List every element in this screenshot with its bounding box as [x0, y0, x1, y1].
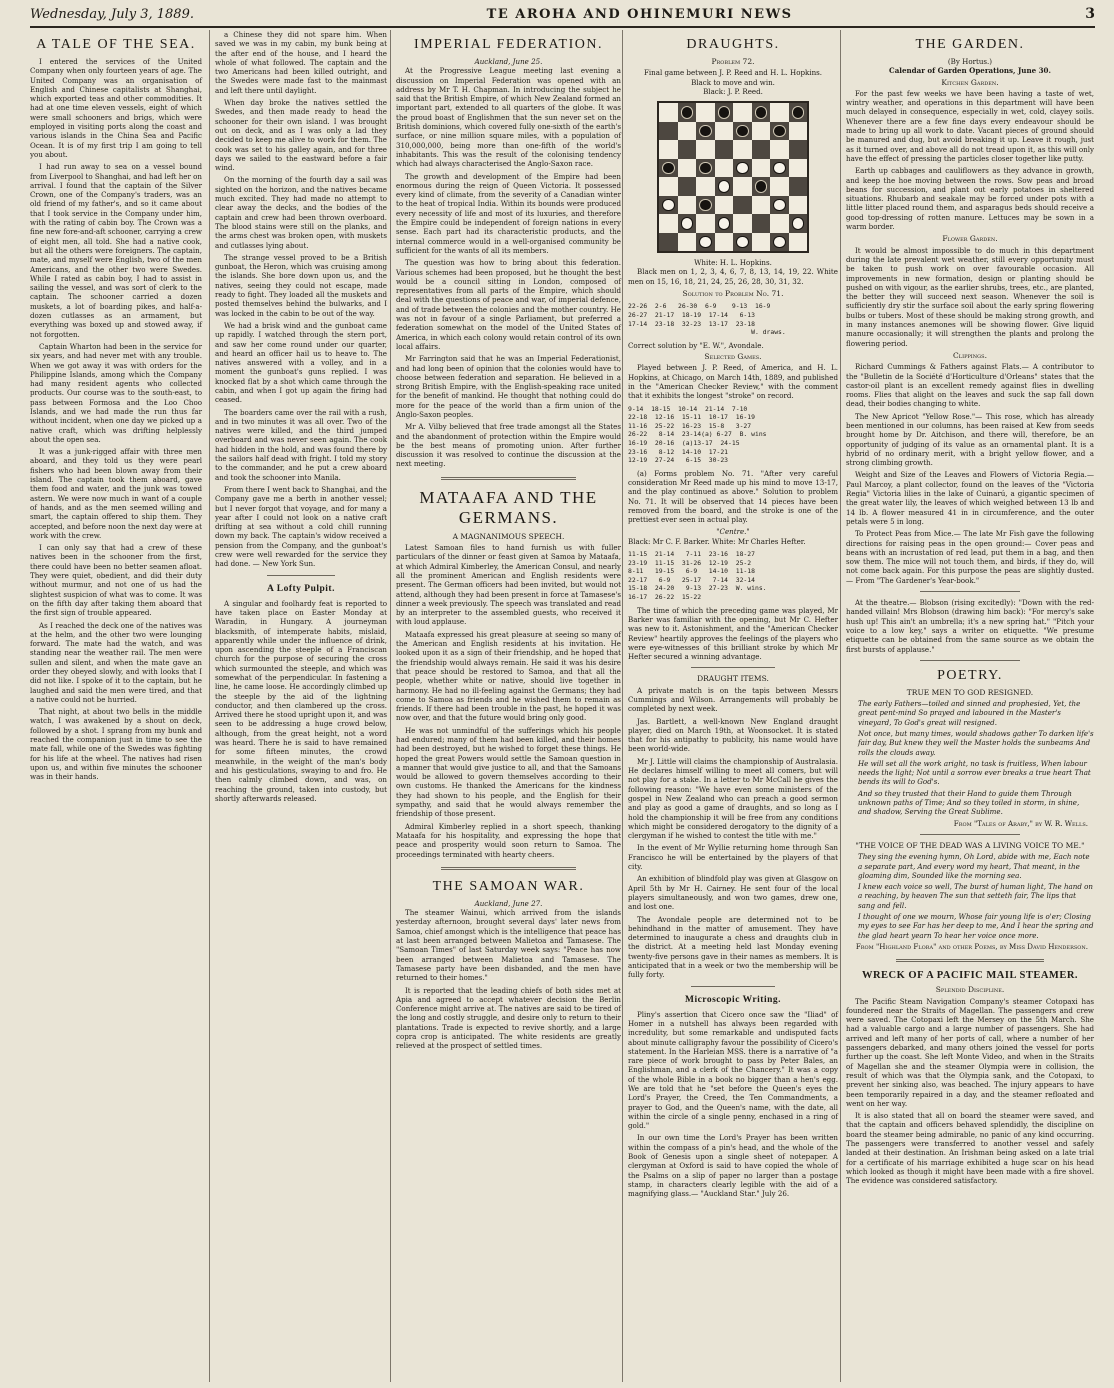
draught-item: Mr J. Little will claims the championship of Australasia. He declares himself willing to meet all comers, but will not play for a stake. In a letter to Mr McCall he gives the following reason: "We have even some ministers of the gospel in New Zealand who can preach a good sermon and play as good a game of draughts, and so long as I hold the championship it will be free from any conditions which might be considered derogatory to the dignity of a clergyman if he wished to contest the title with me." [628, 756, 838, 841]
black-piece [681, 106, 694, 119]
poem-stanza: Not once, but many times, would shadows gather To darken life's fair day, But knew they well the Master holds the sunbeams And rolls the clouds away. [858, 729, 1094, 757]
board-dark-square [770, 122, 789, 141]
mataafa-paragraph: He was not unmindful of the sufferings which his people had endured; many of them had been killed, and their homes had been destroyed, but he wished to forget these things. He hoped the great Powers would settle the Samoan question in a manner that would give justice to all, and that the Samoans would be allowed to govern themselves according to their own customs. He thanked the Americans for the kindness they had shown to his people, and the English for their sympathy, and said that he would always remember the friendship of those present. [396, 725, 621, 819]
board-light-square [752, 122, 771, 141]
board-light-square [789, 159, 808, 178]
selected-games-intro: Played between J. P. Reed, of America, and H. L. Hopkins, at Chicago, on March 14th, 1889, and published in the "American Checker Review," with the comment that it exhibits the longest "stroke" on record. [628, 363, 838, 401]
to-move: Black to move and win. [691, 77, 775, 87]
samoan-war-paragraph: It is reported that the leading chiefs of both sides met at Apia and agreed to accept whatever decision the Berlin Conference might arrive at. The natives are said to be tired of the long and costly struggle, and desire only to return to their plantations. Trade is expected to revive shortly, and a large copra crop is anticipated. The white residents are greatly relieved at the prospect of settled times. [396, 985, 621, 1051]
white-piece [773, 199, 786, 212]
board-light-square [733, 103, 752, 122]
black-piece [718, 106, 731, 119]
board-light-square [770, 214, 789, 233]
newspaper-title: TE AROHA AND OHINEMURI NEWS [486, 6, 793, 22]
board-light-square [733, 177, 752, 196]
board-dark-square [733, 233, 752, 252]
board-light-square [696, 140, 715, 159]
poem-title: "THE VOICE OF THE DEAD WAS A LIVING VOICE TO ME." [855, 840, 1085, 850]
wreck-paragraph: The Pacific Steam Navigation Company's steamer Cotopaxi has foundered near the Straits of Magellan. The passengers and crew were saved. The Cotopaxi left the Mersey on the 5th March. She had a valuable cargo and a large number of passengers. She had arrived and left many of her ports of call, where a number of her passengers debarked, and many others joined the vessel for ports further up the coast. She left Monte Video, and when in the Straits of Magellan she and the steamer Olympia were in collision, the result of which was that the Olympia sank, and the Cotopaxi, to prevent her sinking also, was beached. The injury appears to have been temporarily repaired in a day, and the steamer refloated and went on her way. [846, 996, 1094, 1108]
board-dark-square [678, 140, 697, 159]
mataafa-paragraph: Admiral Kimberley replied in a short speech, thanking Mataafa for his hospitality, and expressing the hope that peace and prosperity would soon return to Samoa. The proceedings terminated with hearty cheers. [396, 821, 621, 859]
poem-title: TRUE MEN TO GOD RESIGNED. [906, 687, 1034, 697]
board-light-square [789, 122, 808, 141]
wreck-heading: WRECK OF A PACIFIC MAIL STEAMER. [861, 970, 1079, 982]
board-dark-square [770, 233, 789, 252]
draught-item: A private match is on the tapis between Messrs Cummings and Wilson. Arrangements will probably be completed by next week. [628, 685, 838, 714]
board-dark-square [715, 177, 734, 196]
black-piece [773, 125, 786, 138]
tale-paragraph: Captain Wharton had been in the service for six years, and had never met with any trouble. When we got away it was with orders for the Philippine Islands, among which the Company had many resident agents who collected products. Our course was to the south-east, to pass between Formosa and the Loo Choo Islands, and we had made the run thus far without incident, when one day we picked up a native craft, which was drifting helplessly about the open sea. [30, 341, 202, 444]
white-piece [699, 236, 712, 249]
game-moves: 9-14 18-15 10-14 21-14 7-10 22-18 12-16 15-11 10-17 16-19 11-16 25-22 16-23 15-8 3-27 26-22 8-14 23-14(a) 6-27 B. wins 16-19 20-16 (a)13-17 24-15 23-16 8-12 14-10 17-21 12-19 27-24 6-15 30-23 [628, 404, 767, 465]
mataafa-paragraph: Latest Samoan files to hand furnish us with fuller particulars of the dinner or feast given at Samoa by Mataafa, at which Admiral Kimberley, the American Consul, and nearly all the prominent American and English residents were present. The German officers had been invited, but would not attend, although they had been present in force at Tamasese's dinner a week previously. The speech was translated and read by an interpreter to the assembled guests, who received it with loud applause. [396, 543, 621, 627]
board-dark-square [733, 196, 752, 215]
tale-paragraph: It was a junk-rigged affair with three men aboard, and they told us they were pearl fishers who had been blown away from their island. The captain took them aboard, gave them food and water, and the junk was towed astern. We were now much in want of a couple of hands, and as the men seemed willing and smart, the captain offered to ship them. They accepted, and before noon the next day were at work with the crew. [30, 447, 202, 540]
board-light-square [678, 196, 697, 215]
poem-stanza: I knew each voice so well, The burst of human light, The hand on a reaching, by heaven The sun that setteth fair, The lips that sang and fell. [858, 882, 1093, 910]
board-dark-square [659, 122, 678, 141]
board-dark-square [678, 177, 697, 196]
poem-stanza: They sing the evening hymn, Oh Lord, abide with me, Each note a separate part, And every word my heart, That meant, in the gloaming dim, Sounded like the morning sea. [858, 852, 1090, 880]
mataafa-subheading: A MAGNANIMOUS SPEECH. [452, 531, 565, 541]
federation-paragraph: Mr A. Vilby believed that free trade amongst all the States and the abandonment of protection within the Empire would be the best means of promoting union. After further discussion it was resolved to continue the discussion at the next meeting. [396, 422, 621, 469]
tale-paragraph: a Chinese they did not spare him. When saved we was in my cabin, my bunk being at the after end of the house, and I heard the whole of what followed. The captain and the two Americans had been killed outright, and the Swedes were made fast to the mainmast and left there until daylight. [215, 30, 387, 95]
board-light-square [696, 177, 715, 196]
tale-paragraph: That night, at about two bells in the middle watch, I was awakened by a shout on deck, followed by a shot. I sprang from my bunk and reached the companion just in time to see the mate fall, while one of the Swedes was fighting for his life at the wheel. The natives had risen upon us, and within five minutes the schooner was in their hands. [30, 707, 202, 782]
garden-byline: (By Hortus.) [947, 57, 993, 66]
problem-number: Problem 72. [711, 57, 755, 66]
tale-heading: A TALE OF THE SEA. [36, 37, 196, 52]
board-light-square [659, 140, 678, 159]
divider [920, 591, 1019, 592]
board-dark-square [678, 214, 697, 233]
board-light-square [715, 196, 734, 215]
draught-item: Jas. Bartlett, a well-known New England draught player, died on March 19th, at Woonsocket. It is stated that for his antipathy to publicity, his name would have been world-wide. [628, 716, 838, 754]
board-dark-square [659, 233, 678, 252]
position-text: Black men on 1, 2, 3, 4, 6, 7, 8, 13, 14, 19, 22. White men on 15, 16, 18, 21, 24, 25, 26, 28, 30, 31, 32. [628, 267, 838, 286]
board-dark-square [752, 103, 771, 122]
black-piece [662, 162, 675, 175]
microscopic-paragraph: In our own time the Lord's Prayer has been written within the compass of a pin's head, and the whole of the Book of Genesis upon a single sheet of notepaper. A clergyman at Oxford is said to have copied the whole of the Psalms on a slip of paper no larger than a postage stamp, in characters clearly legible with the aid of a magnifying glass.— "Auckland Star." July 26. [628, 1133, 838, 1199]
poem-stanza: And so they trusted that their Hand to guide them Through unknown paths of Time; And so they toiled in storm, in shine, and shadow, Serving the Great Sublime. [858, 788, 1080, 817]
board-light-square [696, 214, 715, 233]
tale-paragraph: The boarders came over the rail with a rush, and in two minutes it was all over. Two of the natives were killed, and the third jumped overboard and was never seen again. The cook had hidden in the hold, and was found there by the sailors half dead with fright. I told my story to the commander, and he put a crew aboard and took the schooner into Manila. [215, 407, 387, 482]
game-note: (a) Forms problem No. 71. "After very careful consideration Mr Reed made up his mind to move 13-17, and the play continued as above." Solution to problem No. 71. It will be observed that 14 pieces have been removed from the board, and the stroke is one of the prettiest ever seen in actual play. [628, 468, 838, 525]
black-piece [699, 199, 712, 212]
board-dark-square [752, 214, 771, 233]
issue-date: Wednesday, July 3, 1889. [30, 6, 194, 22]
poem-attribution: From "Highland Flora" and other Poems, by Miss David Henderson. [855, 941, 1088, 951]
white-player: White: H. L. Hopkins. [694, 258, 772, 268]
board-dark-square [696, 233, 715, 252]
lofty-pulpit-heading: A Lofty Pulpit. [267, 583, 335, 594]
white-piece [792, 217, 805, 230]
poetry-heading: POETRY. [937, 667, 1003, 683]
board-light-square [770, 140, 789, 159]
poem-stanza: He will set all the work aright, no task is fruitless, When labour needs the light; Not until a sorrow ever breaks a true heart That bends its will to God's. [858, 758, 1091, 787]
black-piece [792, 106, 805, 119]
board-light-square [770, 103, 789, 122]
clipping: To Protect Peas from Mice.— The late Mr Fish gave the following directions for raising peas in the open ground:— Cover peas and beans with an incrustation of red lead, put them in a bag, and then sow them. The mice will not touch them, and birds, if they do, will not come back again. For this purpose the peas are slightly dusted.— From "The Gardener's Year-book." [846, 529, 1094, 585]
divider [441, 477, 576, 480]
selected-games-heading: Selected Games. [704, 352, 762, 362]
clippings-heading: Clippings. [953, 350, 987, 360]
board-dark-square [733, 159, 752, 178]
board-dark-square [770, 159, 789, 178]
draught-item: In the event of Mr Wyllie returning home through San Francisco he will be entertained by the players of that city. [628, 843, 838, 872]
poem-stanza: The early Fathers—toiled and sinned and prophesied, Yet, the great pent-mind So prayed and laboured in the Master's vineyard, To God's great will resigned. [858, 699, 1081, 727]
board-light-square [678, 122, 697, 141]
board-dark-square [678, 103, 697, 122]
mataafa-paragraph: Mataafa expressed his great pleasure at seeing so many of the American and English residents at his invitation. He looked upon it as a sign of their friendship, and he hoped that the friendship would always remain. He said it was his desire that peace should be restored to Samoa, and that all the people, whether white or native, should live together in harmony. He had no ill-feeling against the Germans; they had come to Samoa as friends and he wished them to remain as friends. If there had been trouble in the past, he hoped it was now over, and that the future would bring only good. [396, 629, 621, 723]
board-dark-square [789, 103, 808, 122]
correct-solutions: Correct solution by "E. W.", Avondale. [628, 340, 764, 350]
wreck-paragraph: It is also stated that all on board the steamer were saved, and that the captain and officers behaved splendidly, the discipline on board the steamer being admirable, no panic of any kind occurring. The passengers were transferred to another vessel and safely landed at their destination. An Irishman being asked on a late trial for a certificate of his marriage exhibited a huge scar on his head which looked as though it might have been made with a fire shovel. The evidence was considered satisfactory. [846, 1111, 1094, 1186]
board-dark-square [733, 122, 752, 141]
divider [896, 959, 1045, 962]
divider [441, 867, 576, 870]
tale-paragraph: I entered the services of the United Company when only fourteen years of age. The United Company was an organisation of English and Chinese capitalists at Shanghai, which exported teas and other commodities. It had at one time eleven vessels, eight of which were small schooners and brigs, which were employed in visiting ports along the coast and various islands in the China Sea and Pacific Ocean. It is of my first trip I am going to tell you about. [30, 57, 202, 159]
tale-paragraph: As I reached the deck one of the natives was at the helm, and the other two were lounging forward. The mate had the watch, and was standing near the weather rail. The men were sullen and silent, and when the mate gave an order they obeyed slowly, and with looks that I did not like. I spoke of it to the captain, but he laughed and said the men were tired, and that a native could not be hurried. [30, 620, 202, 704]
divider [691, 986, 775, 987]
poem [846, 852, 1094, 940]
samoan-war-paragraph: The steamer Wainui, which arrived from the islands yesterday afternoon, brought several days' later news from Samoa, chief amongst which is the intelligence that peace has at last been arranged between Malietoa and Tamasese. The "Samoan Times" of last Saturday week says: "Peace has now been arranged between Malietoa and Tamasese. The Tamasese party have been disbanded, and the men have returned to their homes." [396, 908, 621, 983]
board-dark-square [696, 159, 715, 178]
board-light-square [752, 196, 771, 215]
board-light-square [678, 233, 697, 252]
clipping: Weight and Size of the Leaves and Flowers of Victoria Regia.— Paul Marcoy, a plant collector, found on the leaves of the "Victoria Regia" Victoria lilies in the lake of Cuinarú, a gigantic specimen of the great water lily, the leaves of which weighed between 13 lb and 14 lb. A flower measured 41 in in circumference, and the outer petals were 5 in long. [846, 470, 1094, 526]
kitchen-garden-heading: Kitchen Garden. [941, 77, 999, 87]
draught-items-heading: DRAUGHT ITEMS. [697, 674, 769, 684]
column-2 [209, 30, 392, 1382]
solution-moves: 22-26 2-6 26-30 6-9 9-13 16-9 26-27 21-17 18-19 17-14 6-13 17-14 23-18 32-23 13-17 23-18 W. draws. [628, 302, 786, 337]
white-piece [736, 162, 749, 175]
board-dark-square [715, 214, 734, 233]
lofty-pulpit-paragraph: A singular and foolhardy feat is reported to have taken place on Easter Monday at Waradin, in Hungary. A journeyman blacksmith, of intemperate habits, mislaid, apparently while under the influence of drink, upon ascending the steeple of a Franciscan church for the purpose of securing the cross which surmounted the steeple, and which was somewhat of the perpendicular. In fastening a line, he came loose. He accordingly climbed up the steeple by the aid of the lightning conductor, and then clambered up the cross. Arrived there he stood upright upon it, and was seen to be addressing a huge crowd below, although, from the great height, not a word was heard. There he is said to have remained for some fifteen minutes, the crowd meanwhile, in the weight of the man's body and his gesticulations, swaying to and fro. He then calmly climbed down, and was, on reaching the ground, taken into custody, but shortly afterwards released. [215, 598, 387, 803]
divider [267, 575, 336, 576]
divider [920, 834, 1019, 835]
dateline: Auckland, June 27. [474, 898, 543, 908]
mataafa-heading: MATAAFA AND THE GERMANS. [419, 487, 598, 527]
white-piece [718, 180, 731, 193]
draught-item: An exhibition of blindfold play was given at Glasgow on April 5th by Mr H. Cairney. He sent four of the local players simultaneously, and won two games, drew one, and lost one. [628, 874, 838, 912]
board-dark-square [715, 103, 734, 122]
microscopic-paragraph: Pliny's assertion that Cicero once saw the "Iliad" of Homer in a nutshell has always been regarded with incredulity, but some remarkable and undisputed facts about minute calligraphy favour the possibility of Cicero's statement. In the Harleian MSS. there is a narrative of "a rare piece of work brought to pass by Peter Bales, an Englishman, and a clerk of the Chancery." It was a copy of the whole Bible in a book no bigger than a hen's egg. We are told that he "set before the Queen's eyes the Lord's Prayer, the Creed, the Ten Commandments, a prayer to God, and the Queen's name, with the date, all within the circle of a single penny, enchased in a ring of gold." [628, 1009, 838, 1131]
dateline: Auckland, June 25. [474, 57, 543, 66]
draught-item: The Avondale people are determined not to be behindhand in the matter of amusement. They have determined to inaugurate a chess and draughts club in the district. At a meeting held last Monday evening twenty-five persons gave in their names as members. It is anticipated that in a week or two the membership will be fully forty. [628, 914, 838, 980]
column-5 [840, 30, 1099, 1382]
board-dark-square [789, 214, 808, 233]
black-piece [755, 180, 768, 193]
board-light-square [659, 103, 678, 122]
board-dark-square [770, 196, 789, 215]
tale-paragraph: I can only say that had a crew of these natives been in the schooner from the first, there could have been no better seamen afloat. They were quiet, obedient, and did their duty without murmur, and not one of us had the slightest suspicion of what was to come. It was on the fifth day after taking them aboard that the first sign of trouble appeared. [30, 543, 202, 618]
board-light-square [752, 159, 771, 178]
board-dark-square [659, 159, 678, 178]
board-light-square [733, 140, 752, 159]
flower-garden-heading: Flower Garden. [942, 234, 998, 244]
garden-paragraph: For the past few weeks we have been having a taste of wet, wintry weather, and operations in this department will have been much delayed in consequence, especially in wet, cold, clayey soils. Whenever there are a few fine days every endeavour should be made to bring up all work to date. Vacant pieces of ground should be manured and dug, but avoid breaking it up. Leave it rough, just as it turned over, and above all do not tread upon it, as this will only have the effect of pressing the particles closer together like putty. [846, 88, 1094, 163]
clipping: Richard Cummings & Fathers against Flats.— A contributor to the "Bulletin de la Société d'Horticulture d'Orleans" states that the castor-oil plant is an excellent remedy against flies in dwelling rooms. Flies that alight on the leaves and suck the sap fall down dead, their bodies changing to white. [846, 362, 1094, 409]
page-number: 3 [1085, 6, 1095, 22]
imperial-federation-heading: IMPERIAL FEDERATION. [414, 37, 603, 52]
black-piece [755, 106, 768, 119]
board-dark-square [696, 122, 715, 141]
white-piece [718, 217, 731, 230]
board-light-square [715, 122, 734, 141]
garden-paragraph: It would be almost impossible to do much in this department during the late prevalent wet weather, still every opportunity must be taken to push work on over favourable occasion. All improvements in new formation, design or planting should be pushed on with vigour, as the earlier shrubs, trees, etc., are planted, the better they will succeed next season. Whenever the soil is sufficiently dry stir the surface soil about the early spring flowering bulbs or tubers. Most of these should be making strong growth, and in many instances anemones will be showing flower. Give liquid manure occasionally; it will strengthen the plants and prolong the flowering period. [846, 245, 1094, 348]
garden-paragraph: Earth up cabbages and cauliflowers as they advance in growth, and keep the hoe moving between the rows. Sow peas and broad beans for succession, and plant out early potatoes in sheltered situations. Rhubarb and seakale may be forced under pots with a little litter placed round them, and asparagus beds should receive a good top-dressing of rotten manure. Lettuces may be sown in a warm border. [846, 166, 1094, 232]
divider [691, 667, 775, 668]
federation-paragraph: The growth and development of the Empire had been enormous during the reign of Queen Victoria. It possessed every kind of climate, from the severity of a Canadian winter to the heat of tropical India. Within its bounds were produced every necessity of life and most of its luxuries, and therefore the Empire could be independent of foreign nations in every sense. Each part had its characteristic products, and the internal commerce would in a well-organised community be sufficient for the wants of all its members. [396, 171, 621, 255]
poem-stanza: I thought of one we mourn, Whose fair young life is o'er; Closing my eyes to see Far has her deep to me, And I hear the spring and the glad heart yearn To hear her voice once more. [858, 912, 1094, 940]
board-light-square [770, 177, 789, 196]
players: Black: Mr C. F. Barker. White: Mr Charles Hefter. [628, 536, 806, 546]
white-piece [736, 236, 749, 249]
board-light-square [733, 214, 752, 233]
column-4 [622, 30, 843, 1382]
board-dark-square [696, 196, 715, 215]
wreck-subheading: Splendid Discipline. [935, 985, 1005, 995]
white-piece [773, 162, 786, 175]
board-light-square [789, 233, 808, 252]
federation-paragraph: At the Progressive League meeting last evening a discussion on Imperial Federation was opened with an address by Mr T. H. Chapman. In introducing the subject he said that the British Empire, of which New Zealand formed an important part, extended to all quarters of the globe. It was the proud boast of Englishmen that the sun never set on the British dominions, which covered fully one-sixth of the earth's surface, or nine million square miles, with a population of 310,000,000, being more than one-fifth of the world's inhabitants. This was the result of the colonising tendency which had always characterised the Anglo-Saxon race. [396, 66, 621, 169]
white-piece [662, 199, 675, 212]
solution-heading: Solution to Problem No. 71. [682, 289, 784, 299]
poem-attribution: From "Tales of Araby," by W. R. Wells. [953, 818, 1088, 828]
board-dark-square [752, 140, 771, 159]
white-piece [681, 217, 694, 230]
black-piece [736, 125, 749, 138]
federation-paragraph: Mr Farrington said that he was an Imperial Federationist, and had long been of opinion that the colonies would have to choose between federation and separation. He believed in a strong British Empire, with the English-speaking race united for the benefit of mankind. He thought that nothing could do more for the peace of the world than a firm union of the Anglo-Saxon peoples. [396, 354, 621, 419]
board-dark-square [715, 140, 734, 159]
tale-paragraph: We had a brisk wind and the gunboat came up rapidly. I watched through the stern port, and saw her come round under our quarter, and heard an officer hail us to heave to. The natives answered with a volley, and in a moment the gunboat's guns replied. I was knocked flat by a shot which came through the cabin, and when I got up again the firing had ceased. [215, 320, 387, 405]
microscopic-writing-heading: Microscopic Writing. [684, 994, 782, 1005]
board-light-square [715, 159, 734, 178]
board-light-square [789, 196, 808, 215]
board-light-square [678, 159, 697, 178]
white-piece [773, 236, 786, 249]
column-3 [390, 30, 626, 1382]
board-dark-square [659, 196, 678, 215]
divider [920, 660, 1019, 661]
draughts-board [657, 101, 809, 253]
tale-paragraph: From there I went back to Shanghai, and the Company gave me a berth in another vessel; but I never forgot that voyage, and for many a year after I could not look on a native craft drifting at sea without a cold chill running down my back. The captain's widow received a pension from the Company, and the gunboat's crew were well rewarded for the service they had done. — New York Sun. [215, 484, 387, 569]
poem [846, 699, 1094, 817]
board-dark-square [752, 177, 771, 196]
masthead [30, 2, 1095, 28]
tale-paragraph: On the morning of the fourth day a sail was sighted on the horizon, and the natives became much excited. They had made no attempt to clear away the decks, and the bodies of the captain and crew had been thrown overboard. The blood stains were still on the planks, and the arms chest was broken open, with muskets and cutlasses lying about. [215, 175, 387, 250]
samoan-war-heading: THE SAMOAN WAR. [432, 878, 585, 894]
black-piece [699, 162, 712, 175]
column-1 [30, 30, 207, 1382]
garden-calendar: Calendar of Garden Operations, June 30. [889, 66, 1051, 76]
game-moves: 11-15 21-14 7-11 23-16 18-27 23-19 11-15 31-26 12-19 25-2 8-11 19-15 6-9 14-10 11-18 22-17 6-9 25-17 7-14 32-14 15-18 24-20 9-13 27-23 W. wins. 16-17 26-22 15-22 [628, 550, 767, 602]
board-light-square [659, 214, 678, 233]
clipping: The New Apricot "Yellow Rose."— This rose, which has already been mentioned in our columns, has been raised at Kew from seeds brought home by Dr. Aitchison, and there will, therefore, be an opportunity of judging of its value as an ornamental plant. It is a hybrid of no ordinary merit, with a bright yellow flower, and a strong climbing growth. [846, 411, 1094, 468]
tale-paragraph: When day broke the natives settled the Swedes, and then made ready to head the schooner for their own island. I was brought out on deck, and as I was only a lad they decided to keep me alive to work for them. The cook was set to his galley again, and for three days we sailed to the eastward before a fair wind. [215, 98, 387, 173]
board-light-square [696, 103, 715, 122]
board-light-square [659, 177, 678, 196]
theatre-anecdote: At the theatre.— Blobson (rising excitedly): "Down with the red-handed villain! Mrs Blobson (drawing him back): "For mercy's sake hush up! This ain't an umbrella; it's a new spring hat." "Pitch your voice to a low key," says a writer on etiquette. "We presume etiquette can be obtained from the same source as we obtain the first bursts of applause." [846, 598, 1094, 654]
federation-paragraph: The question was how to bring about this federation. Various schemes had been proposed, but he thought the best would be a council sitting in London, composed of representatives from all parts of the Empire, which should deal with the questions of peace and war, of imperial defence, and of trade between the colonies and the mother country. He was not in favour of a single Parliament, but preferred a federation somewhat on the model of the United States of America, in which each colony would retain control of its own local affairs. [396, 258, 621, 351]
board-dark-square [789, 140, 808, 159]
garden-heading: THE GARDEN. [915, 37, 1025, 52]
board-light-square [752, 233, 771, 252]
opening-name: "Centre." [716, 527, 750, 537]
tale-paragraph: I had run away to sea on a vessel bound from Liverpool to Shanghai, and had left her on arrival. I found that the captain of the Silver Crown, one of the Company's traders, was an old friend of my father's, and so it came about that I took service in the Company under him, with the rating of cabin boy. The Crown was a fine new fore-and-aft schooner, carrying a crew of eight men, all told. She had a native cook, but all the others were foreigners. The captain, mate, and myself were English, two of the men Americans, and the other two were Swedes. While I rated as cabin boy, I had to assist in sailing the vessel, and was sort of clerk to the captain. The schooner carried a dozen muskets, a lot of boarding pikes, and half-a-dozen cutlasses as an armament, but everything was boxed up and stowed away, if not forgotten. [30, 162, 202, 339]
game-note: The time of which the preceding game was played, Mr Barker was familiar with the opening, but Mr C. Hefter was new to it. Astonishment, and the "American Checker Review" heartily approves the feelings of the players who were eye-witnesses of this brilliant stroke by which Mr Hefter secured a winning advantage. [628, 605, 838, 662]
black-player: Black: J. P. Reed. [703, 86, 763, 96]
tale-paragraph: The strange vessel proved to be a British gunboat, the Heron, which was cruising among the islands. She bore down upon us, and the natives, seeing they could not escape, made ready to fight. They loaded all the muskets and posted themselves behind the bulwarks, and I was locked in the cabin to be out of the way. [215, 252, 387, 318]
draughts-heading: DRAUGHTS. [686, 37, 780, 52]
board-dark-square [789, 177, 808, 196]
board-light-square [715, 233, 734, 252]
problem-description: Final game between J. P. Reed and H. L. Hopkins. [643, 68, 823, 78]
black-piece [699, 125, 712, 138]
